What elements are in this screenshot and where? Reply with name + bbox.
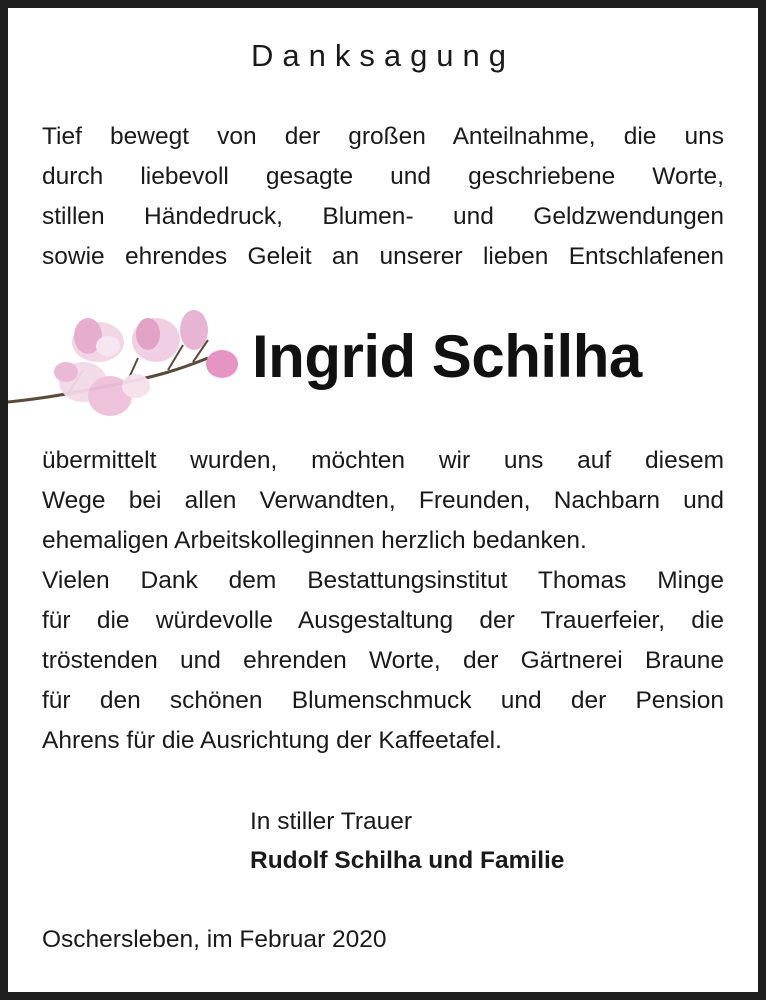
intro-line: sowie ehrendes Geleit an unserer lieben Entschlafenen	[42, 243, 724, 270]
intro-line: stillen Händedruck, Blumen- und Geldzwendungen	[42, 203, 724, 230]
signature-greeting: In stiller Trauer	[250, 808, 413, 835]
body-line: Vielen Dank dem Bestattungsinstitut Thomas Minge	[42, 567, 724, 594]
body-line: für die würdevolle Ausgestaltung der Trauerfeier, die	[42, 607, 724, 634]
deceased-name: Ingrid Schilha	[252, 323, 642, 390]
body-line: Wege bei allen Verwandten, Freunden, Nachbarn und	[42, 487, 724, 514]
intro-line: durch liebevoll gesagte und geschriebene Worte,	[42, 163, 724, 190]
body-line: ehemaligen Arbeitskolleginnen herzlich bedanken.	[42, 527, 587, 554]
place-date: Oschersleben, im Februar 2020	[42, 926, 387, 953]
card-title: Danksagung	[250, 38, 516, 73]
intro-line: Tief bewegt von der großen Anteilnahme, die uns	[42, 123, 724, 150]
body-line: tröstenden und ehrenden Worte, der Gärtnerei Braune	[42, 647, 724, 674]
body-line: übermittelt wurden, möchten wir uns auf diesem	[42, 447, 724, 474]
body-line: für den schönen Blumenschmuck und der Pension	[42, 687, 724, 714]
body-line: Ahrens für die Ausrichtung der Kaffeetafel.	[42, 727, 502, 754]
magnolia-branch-image	[8, 300, 238, 430]
signature-family: Rudolf Schilha und Familie	[250, 847, 565, 874]
